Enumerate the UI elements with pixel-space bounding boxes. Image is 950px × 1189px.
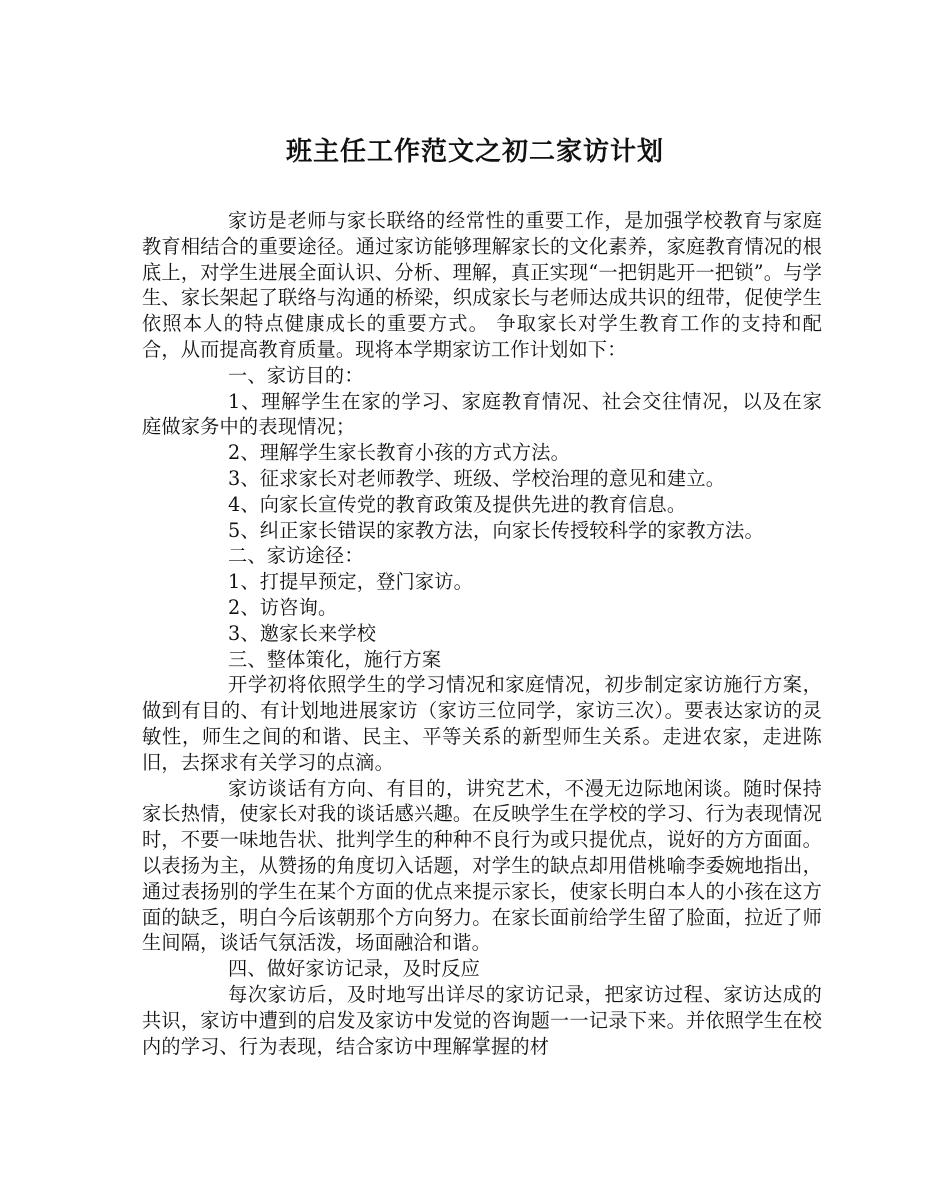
list-item: 2、理解学生家长教育小孩的方式方法。 xyxy=(228,441,570,465)
paragraph: 每次家访后，及时地写出详尽的家访记录，把家访过程、家访达成的共识，家访中遭到的启发及家访中发觉的咨询题一一记录下来。并依照学生在校内的学习、行为表现，结合家访中理解掌握的材 xyxy=(142,982,822,1058)
section-heading: 二、家访途径： xyxy=(228,544,364,568)
list-item: 5、纠正家长错误的家教方法，向家长传授较科学的家教方法。 xyxy=(228,518,764,542)
section-heading: 三、整体策化，施行方案 xyxy=(228,647,442,671)
document-title: 班主任工作范文之初二家访计划 xyxy=(285,137,664,167)
list-item: 1、理解学生在家的学习、家庭教育情况、社会交往情况，以及在家庭做家务中的表现情况； xyxy=(142,389,822,439)
section-heading: 一、家访目的： xyxy=(228,363,364,387)
paragraph: 开学初将依照学生的学习情况和家庭情况，初步制定家访施行方案，做到有目的、有计划地进展家访（家访三位同学，家访三次）。要表达家访的灵敏性，师生之间的和谐、民主、平等关系的新型师生关系。走进农家，走进陈旧，去探求有关学习的点滴。 xyxy=(142,673,822,774)
list-item: 4、向家长宣传党的教育政策及提供先进的教育信息。 xyxy=(228,492,687,516)
document-body xyxy=(142,208,822,1059)
list-item: 3、征求家长对老师教学、班级、学校治理的意见和建立。 xyxy=(228,466,726,490)
section-heading: 四、做好家访记录，及时反应 xyxy=(228,957,481,981)
list-item: 1、打提早预定，登门家访。 xyxy=(228,570,474,594)
paragraph: 家访谈话有方向、有目的，讲究艺术，不漫无边际地闲谈。随时保持家长热情，使家长对我的谈话感兴趣。在反映学生在学校的学习、行为表现情况时，不要一味地告状、批判学生的种种不良行为或只提优点，说好的方方面面。以表扬为主，从赞扬的角度切入话题，对学生的缺点却用借桃喻李委婉地指出，通过表扬别的学生在某个方面的优点来提示家长，使家长明白本人的小孩在这方面的缺乏，明白今后该朝那个方向努力。在家长面前给学生留了脸面，拉近了师生间隔，谈话气氛活泼，场面融洽和谐。 xyxy=(142,776,822,955)
paragraph: 家访是老师与家长联络的经常性的重要工作，是加强学校教育与家庭教育相结合的重要途径。通过家访能够理解家长的文化素养，家庭教育情况的根底上，对学生进展全面认识、分析、理解，真正实现“一把钥匙开一把锁”。与学生、家长架起了联络与沟通的桥梁，织成家长与老师达成共识的纽带，促使学生依照本人的特点健康成长的重要方式。 争取家长对学生教育工作的支持和配合，从而提高教育质量。现将本学期家访工作计划如下： xyxy=(142,209,822,361)
list-item: 3、邀家长来学校 xyxy=(228,621,377,645)
list-item: 2、访咨询。 xyxy=(228,595,338,619)
